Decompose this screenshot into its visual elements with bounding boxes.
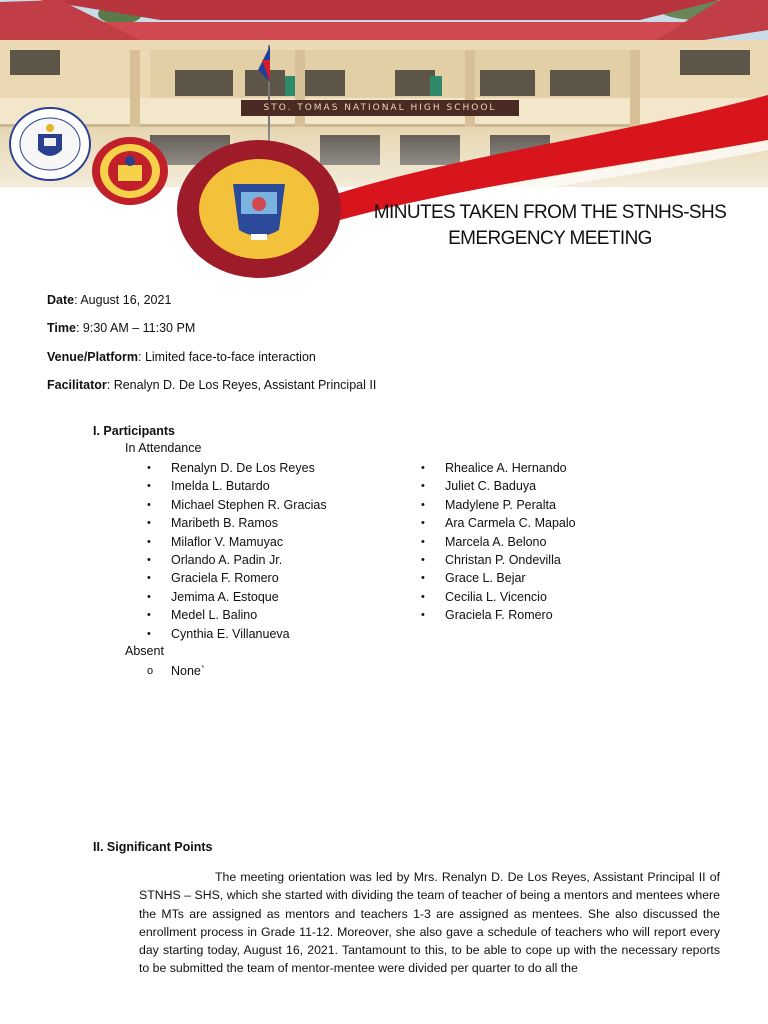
list-item: • Renalyn D. De Los Reyes (147, 459, 327, 477)
venue-value: : Limited face-to-face interaction (138, 350, 316, 364)
list-item: • Marcela A. Belono (421, 533, 576, 551)
in-attendance-label: In Attendance (125, 441, 202, 455)
meta-time (47, 321, 195, 335)
school-sign: STO. TOMAS NATIONAL HIGH SCHOOL (241, 100, 519, 116)
list-item: • Graciela F. Romero (421, 606, 576, 624)
meta-date (47, 293, 171, 307)
list-item: • Cecilia L. Vicencio (421, 588, 576, 606)
significant-points-heading: II. Significant Points (93, 840, 213, 854)
list-item: • Grace L. Bejar (421, 569, 576, 587)
document-title (340, 200, 760, 252)
list-item: • Maribeth B. Ramos (147, 514, 327, 532)
meta-facilitator (47, 378, 376, 392)
time-label: Time (47, 321, 76, 335)
meta-venue (47, 350, 316, 364)
title-line-1: MINUTES TAKEN FROM THE STNHS-SHS (373, 202, 727, 223)
time-value: : 9:30 AM – 11:30 PM (75, 321, 196, 335)
venue-label: Venue/Platform (47, 350, 138, 364)
participants-heading: I. Participants (93, 424, 175, 438)
division-seal-logo (90, 135, 170, 207)
list-item: • Orlando A. Padin Jr. (147, 551, 327, 569)
deped-seal-logo (8, 106, 92, 182)
school-seal-logo (175, 138, 343, 280)
date-label: Date (47, 293, 75, 307)
list-item: • Ara Carmela C. Mapalo (421, 514, 576, 532)
list-item: • Rhealice A. Hernando (421, 459, 576, 477)
list-item: • Graciela F. Romero (147, 569, 327, 587)
attendance-list-right (421, 459, 576, 625)
list-item: o None` (147, 662, 205, 680)
list-item: • Christan P. Ondevilla (421, 551, 576, 569)
date-value: : August 16, 2021 (74, 293, 172, 307)
list-item: • Michael Stephen R. Gracias (147, 496, 327, 514)
attendance-list-left (147, 459, 327, 643)
list-item: • Juliet C. Baduya (421, 477, 576, 495)
list-item: • Madylene P. Peralta (421, 496, 576, 514)
list-item: • Milaflor V. Mamuyac (147, 533, 327, 551)
list-item: • Jemima A. Estoque (147, 588, 327, 606)
absent-list (147, 662, 205, 680)
significant-points-paragraph: The meeting orientation was led by Mrs. Renalyn D. De Los Reyes, Assistant Principal II of STNHS – SHS, which she started with dividing the team of teacher of being a mentors and mentees where the MTs are assigned as mentors and teachers 1-3 are assigned as mentees. She also discussed the enrollment process in Grade 11-12. Moreover, she also gave a schedule of teachers who will report every day starting today, August 16, 2021. Tantamount to this, to be able to cope up with the necessary reports to be submitted the team of mentor-mentee were divided per quarter to do all the (139, 870, 720, 976)
list-item: • Medel L. Balino (147, 606, 327, 624)
list-item: • Cynthia E. Villanueva (147, 625, 327, 643)
title-line-2: EMERGENCY MEETING (448, 228, 652, 249)
absent-label: Absent (125, 644, 164, 658)
list-item: • Imelda L. Butardo (147, 477, 327, 495)
facilitator-value: : Renalyn D. De Los Reyes, Assistant Principal II (106, 378, 377, 392)
facilitator-label: Facilitator (47, 378, 107, 392)
